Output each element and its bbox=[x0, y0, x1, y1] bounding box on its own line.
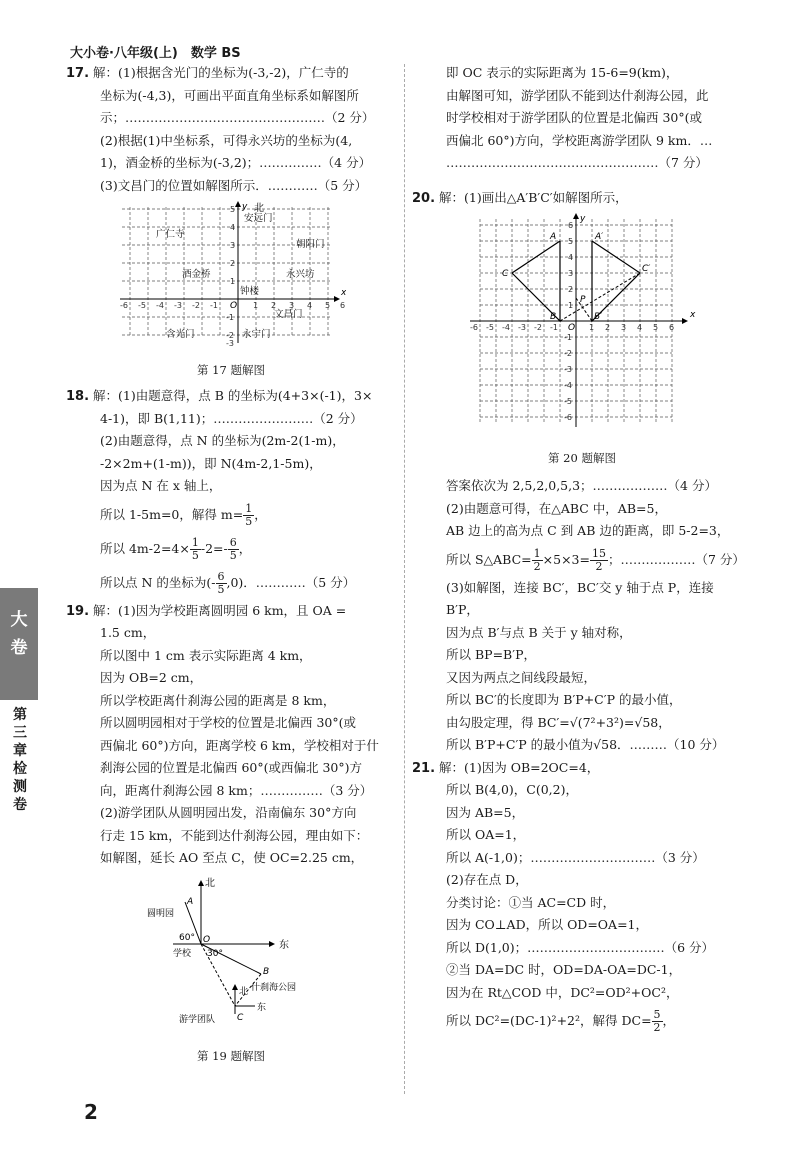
q17-xtick: 2 bbox=[271, 301, 277, 310]
q19-line: 因为 OB=2 cm， bbox=[100, 670, 203, 685]
q17-line: (2)根据(1)中坐标系，可得永兴坊的坐标为(4, bbox=[100, 132, 353, 148]
q17-y-label: y bbox=[242, 202, 248, 212]
q18-line: -2×2m+(1-m))，即 N(4m-2,1-5m)， bbox=[100, 455, 322, 471]
q19-line: 行走 15 km，不能到达什刹海公园，理由如下： bbox=[100, 827, 369, 843]
q19r-line: 由解图可知，游学团队不能到达什刹海公园，此 bbox=[446, 87, 709, 103]
q19-north-label: 北 bbox=[205, 877, 215, 889]
q20-line: (3)如解图，连接 BC′，BC′交 y 轴于点 P，连接 bbox=[446, 579, 714, 595]
q21-line: 所以 A(-1,0)；…………………………（3 分） bbox=[446, 849, 705, 865]
fraction: $\frac{15}{2}$ bbox=[591, 546, 606, 573]
q21-line: 所以 D(1,0)；……………………………（6 分） bbox=[446, 939, 715, 955]
q18-line: 所以点 N 的坐标为(- $\frac{6}{5}$ ,0)．…………（5 分） bbox=[100, 569, 356, 596]
q20-grid-diagram bbox=[466, 213, 698, 435]
q20-ytick: -3 bbox=[564, 365, 572, 374]
q19-number: 19. bbox=[66, 603, 90, 619]
q17-line: 示；…………………………………………（2 分） bbox=[100, 110, 375, 125]
left-column bbox=[66, 62, 396, 1068]
q21-line: 分类讨论：①当 AC=CD 时， bbox=[446, 894, 616, 910]
q19-east-label: 东 bbox=[279, 939, 289, 951]
q20-point-label: A bbox=[550, 232, 557, 242]
q19r-line: 即 OC 表示的实际距离为 15-6=9(km)， bbox=[446, 65, 679, 80]
q19-angle-label: 30° bbox=[207, 948, 223, 959]
q19-line: 解：(1)因为学校距离圆明园 6 km，且 OA = bbox=[93, 602, 347, 618]
q19-direction-diagram bbox=[121, 874, 341, 1034]
q19-line: 1.5 cm， bbox=[100, 625, 156, 640]
q17-xtick: -2 bbox=[192, 301, 200, 310]
q19-east-label-2: 东 bbox=[257, 1002, 267, 1013]
q21-line: 所以 OA=1， bbox=[446, 827, 526, 842]
q17-ytick: 4 bbox=[230, 223, 236, 232]
q19-line: 所以图中 1 cm 表示实际距离 4 km， bbox=[100, 647, 312, 663]
q19-place-label: 游学团队 bbox=[179, 1014, 216, 1025]
q18-line: 所以 4m-2=4× $\frac{1}{5}$ -2=- $\frac{6}{5}$ ， bbox=[100, 535, 252, 562]
q19-line: 向，距离什刹海公园 8 km；……………（3 分） bbox=[100, 782, 373, 798]
q17-line: (3)文昌门的位置如解图所示．…………（5 分） bbox=[100, 177, 368, 193]
q20-line: 所以 BP=B′P， bbox=[446, 647, 536, 662]
q18-number: 18. bbox=[66, 389, 90, 404]
q17-place: 钟楼 bbox=[240, 286, 260, 297]
q17-place: 广仁寺 bbox=[156, 229, 185, 240]
q20-xtick: 5 bbox=[653, 323, 659, 332]
q20-ytick: -5 bbox=[564, 397, 572, 406]
q19-point-label: O bbox=[203, 934, 211, 945]
q17-xtick: -4 bbox=[156, 301, 164, 310]
q20-y-label: y bbox=[580, 214, 586, 224]
q18-line: (2)由题意得，点 N 的坐标为(2m-2(1-m)， bbox=[100, 433, 345, 448]
q20-line: 解：(1)画出△A′B′C′如解图所示， bbox=[439, 189, 628, 205]
q17-xtick: -1 bbox=[210, 301, 218, 310]
q20-line: B′P， bbox=[446, 602, 479, 617]
q20-line: 所以 B′P+C′P 的最小值为√58．………（10 分） bbox=[446, 737, 725, 752]
q17-xtick: -3 bbox=[174, 301, 182, 310]
q17-origin-label: O bbox=[230, 301, 238, 311]
q17-north-label: 北 bbox=[254, 203, 264, 214]
fraction: $\frac{1}{5}$ bbox=[191, 535, 199, 562]
q17-ytick: 1 bbox=[230, 277, 236, 286]
q20-line: 所以 S△ABC= $\frac{1}{2}$ ×5×3= $\frac{15}{2}$ ；………………（7 分） bbox=[446, 546, 745, 573]
q21-line: 因为 AB=5， bbox=[446, 804, 525, 820]
q19-point-label: C bbox=[237, 1012, 244, 1023]
q20-ytick: 5 bbox=[568, 237, 574, 246]
q17-line: 解：(1)根据含光门的坐标为(-3,-2)，广仁寺的 bbox=[93, 65, 349, 80]
q18-line: 因为点 N 在 x 轴上， bbox=[100, 478, 222, 493]
q19-figure bbox=[66, 874, 396, 1042]
side-tab bbox=[0, 588, 38, 700]
q17-place: 永兴坊 bbox=[286, 269, 315, 280]
q20-ytick: -4 bbox=[564, 381, 572, 390]
q20-x-label: x bbox=[690, 310, 696, 320]
q19-line: 西偏北 60°)方向，距离学校 6 km，学校相对于什 bbox=[100, 737, 379, 753]
q17-line: 坐标为(-4,3)，可画出平面直角坐标系如解图所 bbox=[100, 87, 359, 103]
q20-line: 所以 BC′的长度即为 B′P+C′P 的最小值， bbox=[446, 692, 682, 707]
q20-xtick: -2 bbox=[534, 323, 542, 332]
q19-north-label-2: 北 bbox=[239, 986, 249, 997]
q20-caption: 第 20 题解图 bbox=[548, 450, 616, 465]
side-tab-char: 卷 bbox=[10, 638, 28, 658]
page-number: 2 bbox=[84, 1100, 98, 1124]
q19-line: 所以学校距离什刹海公园的距离是 8 km， bbox=[100, 692, 336, 708]
fraction: $\frac{1}{5}$ bbox=[245, 501, 253, 528]
q20-point-label: A′ bbox=[595, 232, 604, 242]
q17-place: 永宁门 bbox=[242, 329, 271, 340]
q20-ytick: 1 bbox=[568, 301, 574, 310]
q20-xtick: 1 bbox=[589, 323, 595, 332]
q20-xtick: -5 bbox=[486, 323, 494, 332]
q17-xtick: -6 bbox=[120, 301, 128, 310]
q20-ytick: 3 bbox=[568, 269, 574, 278]
q21-line: 因为 CO⊥AD，所以 OD=OA=1， bbox=[446, 917, 649, 932]
q19-place-label: 什刹海公园 bbox=[251, 982, 297, 993]
q20-line: 因为点 B′与点 B 关于 y 轴对称， bbox=[446, 624, 632, 640]
q19-angle-label: 60° bbox=[179, 932, 195, 943]
q20-xtick: 4 bbox=[637, 323, 643, 332]
q17-place: 朝阳门 bbox=[296, 239, 325, 250]
q20-point-label: C bbox=[502, 269, 509, 279]
q17-figure bbox=[66, 201, 396, 355]
q20-point-label: B′ bbox=[594, 312, 603, 322]
q19-point-label: A bbox=[187, 896, 194, 907]
q17-xtick: 6 bbox=[340, 301, 346, 310]
side-chapter: 第三章检测卷 bbox=[13, 707, 27, 813]
q20-ytick: 4 bbox=[568, 253, 574, 262]
q20-point-label: C′ bbox=[642, 264, 651, 274]
q17-ytick: 5 bbox=[230, 205, 236, 214]
q20-line: (2)由题意可得，在△ABC 中，AB=5， bbox=[446, 500, 667, 516]
fraction: $\frac{5}{2}$ bbox=[653, 1008, 661, 1034]
q21-line: 解：(1)因为 OB=2OC=4， bbox=[439, 759, 600, 775]
q21-line: 因为在 Rt△COD 中，DC²=OD²+OC²， bbox=[446, 984, 679, 1000]
q20-xtick: 6 bbox=[669, 323, 675, 332]
q17-ytick: -1 bbox=[226, 313, 234, 322]
fraction: $\frac{1}{2}$ bbox=[533, 546, 541, 573]
page-header: 大小卷·八年级(上) 数学 BS bbox=[70, 46, 241, 61]
q17-ytick: 2 bbox=[230, 259, 236, 268]
q20-xtick: -6 bbox=[470, 323, 478, 332]
right-column bbox=[412, 62, 752, 1038]
q17-place: 文昌门 bbox=[274, 309, 303, 320]
q18-line: 解：(1)由题意得，点 B 的坐标为(4+3×(-1)，3× bbox=[93, 388, 373, 403]
side-tab-char: 大 bbox=[10, 610, 28, 630]
q17-place: 含光门 bbox=[166, 329, 195, 340]
q21-line: 所以 B(4,0)，C(0,2)， bbox=[446, 782, 578, 797]
q17-ytick: -3 bbox=[226, 339, 234, 347]
q20-line: 由勾股定理，得 BC′=√(7²+3²)=√58， bbox=[446, 714, 671, 730]
q20-ytick: 2 bbox=[568, 285, 574, 294]
q17-line: 1)，酒金桥的坐标为(-3,2)；……………（4 分） bbox=[100, 155, 372, 170]
q17-ytick: 3 bbox=[230, 241, 236, 250]
q20-xtick: 3 bbox=[621, 323, 627, 332]
q20-ytick: -2 bbox=[564, 349, 572, 358]
q21-line: 所以 DC²=(DC-1)²+2²，解得 DC= $\frac{5}{2}$ ， bbox=[446, 1008, 676, 1034]
q19-place-label: 圆明园 bbox=[147, 908, 175, 919]
q20-origin-label: O bbox=[568, 323, 576, 333]
q19-caption: 第 19 题解图 bbox=[197, 1049, 265, 1063]
fraction: $\frac{6}{5}$ bbox=[229, 535, 237, 562]
q19-place-label: 学校 bbox=[173, 948, 192, 959]
q17-place: 安远门 bbox=[244, 213, 273, 224]
column-divider bbox=[404, 64, 405, 1094]
q19-line: (2)游学团队从圆明园出发，沿南偏东 30°方向 bbox=[100, 805, 357, 820]
q20-figure bbox=[412, 213, 752, 443]
q20-ytick: -6 bbox=[564, 413, 572, 422]
q20-point-label: P bbox=[580, 295, 586, 305]
q19-line: 所以圆明园相对于学校的位置是北偏西 30°(或 bbox=[100, 715, 357, 730]
q20-ytick: 6 bbox=[568, 221, 574, 230]
q20-xtick: -3 bbox=[518, 323, 526, 332]
q20-line: 又因为两点之间线段最短， bbox=[446, 669, 597, 685]
q19-line: 如解图，延长 AO 至点 C，使 OC=2.25 cm， bbox=[100, 850, 364, 865]
q20-number: 20. bbox=[412, 190, 436, 206]
q17-xtick: 1 bbox=[253, 301, 259, 310]
q17-caption: 第 17 题解图 bbox=[197, 362, 265, 377]
q17-xtick: 5 bbox=[325, 301, 331, 310]
q18-line: 所以 1-5m=0，解得 m= $\frac{1}{5}$ ， bbox=[100, 501, 267, 528]
q17-place: 酒金桥 bbox=[182, 269, 211, 280]
q19-point-label: B bbox=[263, 966, 270, 977]
q17-grid-diagram bbox=[116, 201, 346, 347]
q20-ytick: -1 bbox=[564, 333, 572, 342]
q21-line: ②当 DA=DC 时，OD=DA-OA=DC-1， bbox=[446, 962, 682, 977]
q18-line: 4-1)，即 B(1,11)；……………………（2 分） bbox=[100, 410, 363, 426]
q17-ytick: -2 bbox=[226, 331, 234, 340]
q17-xtick: 4 bbox=[307, 301, 313, 310]
q17-xtick: 3 bbox=[289, 301, 295, 310]
q21-line: (2)存在点 D， bbox=[446, 872, 528, 887]
q20-xtick: -4 bbox=[502, 323, 510, 332]
q21-number: 21. bbox=[412, 760, 436, 776]
q20-xtick: -1 bbox=[550, 323, 558, 332]
fraction: $\frac{6}{5}$ bbox=[217, 569, 225, 596]
q19-line: 刹海公园的位置是北偏西 60°(或西偏北 30°)方 bbox=[100, 760, 363, 775]
q17-x-label: x bbox=[341, 288, 346, 298]
q17-number: 17. bbox=[66, 66, 90, 81]
q19r-line: 西偏北 60°)方向，学校距离游学团队 9 km．… bbox=[446, 132, 713, 148]
q20-point-label: B bbox=[550, 312, 557, 322]
q17-xtick: -5 bbox=[138, 301, 146, 310]
q19r-line: 时学校相对于游学团队的位置是北偏西 30°(或 bbox=[446, 110, 703, 125]
q20-xtick: 2 bbox=[605, 323, 611, 332]
q20-line: AB 边上的高为点 C 到 AB 边的距离，即 5-2=3， bbox=[446, 523, 730, 538]
q19r-line: ……………………………………………（7 分） bbox=[446, 155, 708, 170]
q20-line: 答案依次为 2,5,2,0,5,3；………………（4 分） bbox=[446, 478, 717, 493]
